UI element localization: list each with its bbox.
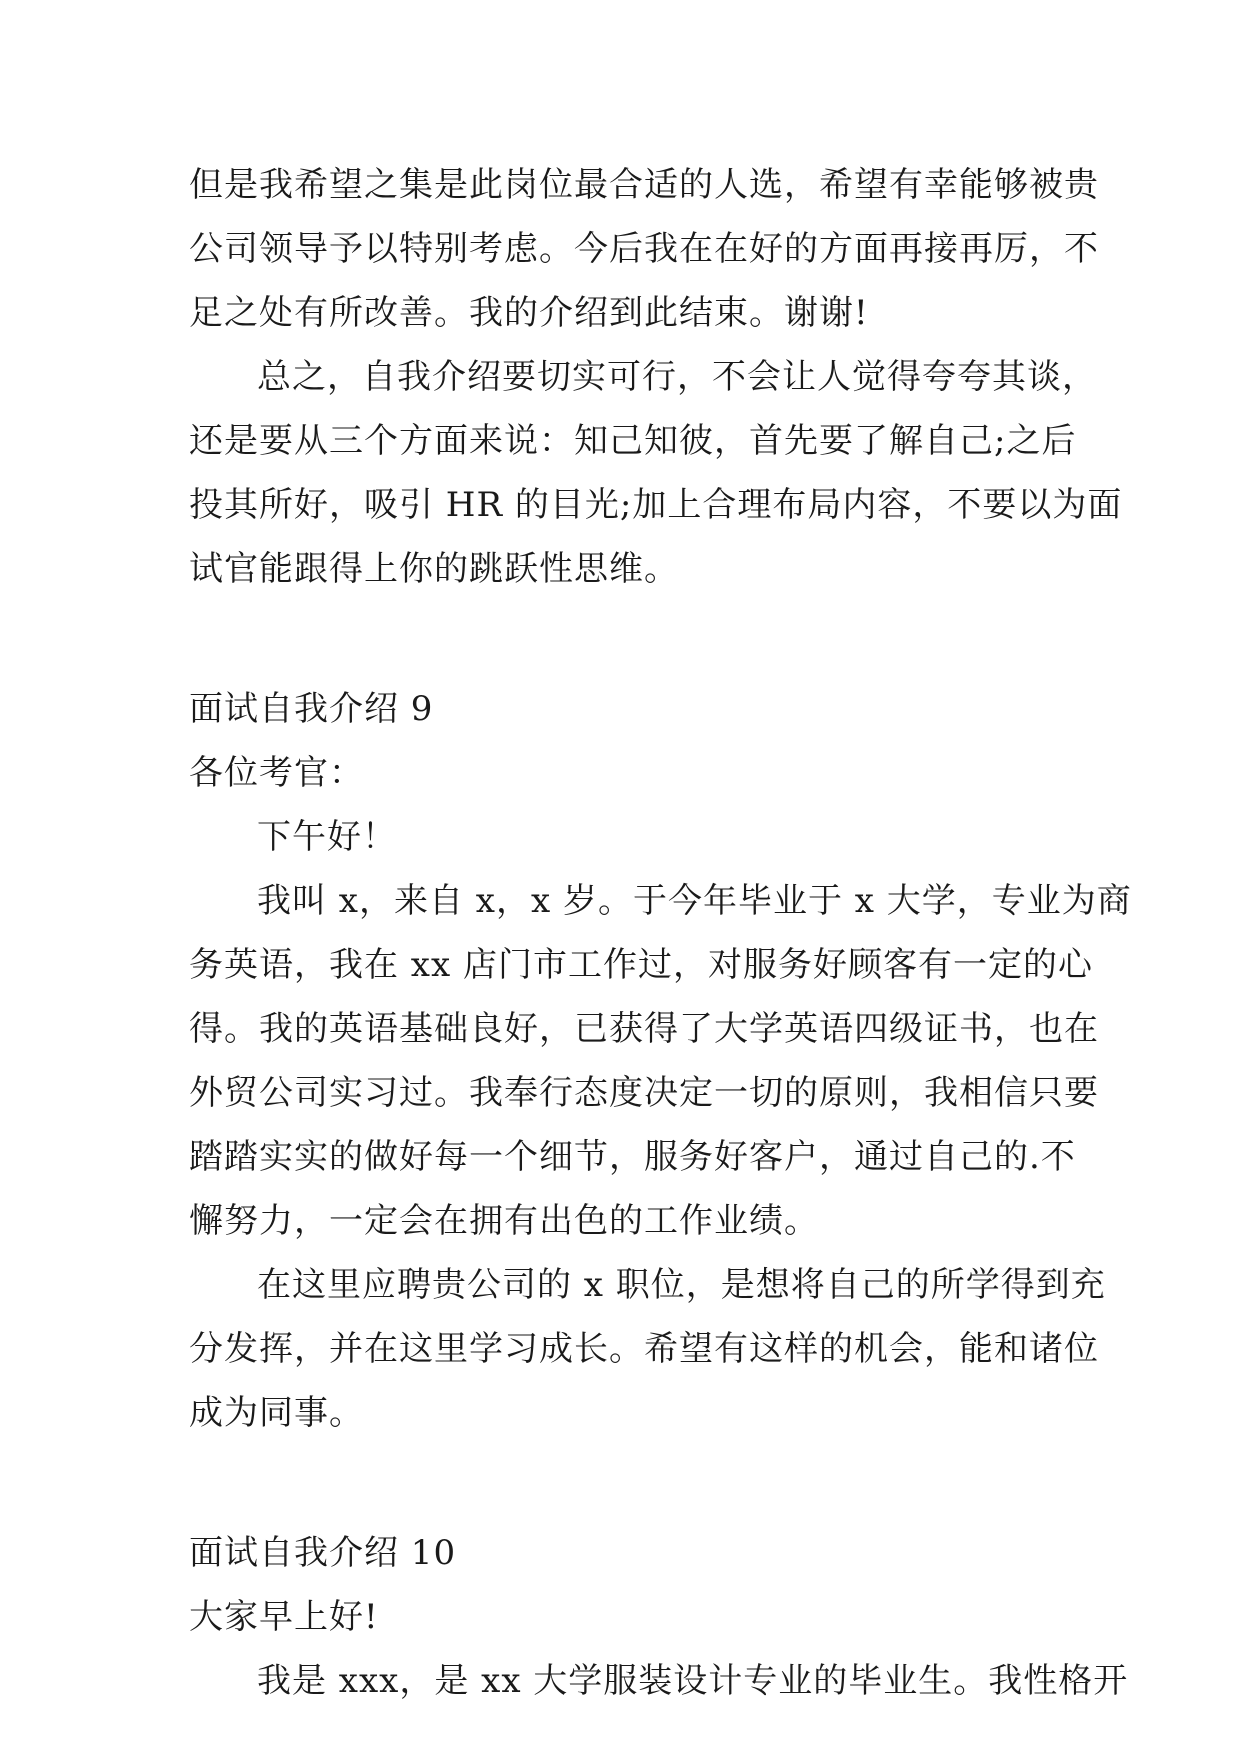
text-line: 公司领导予以特别考虑。今后我在在好的方面再接再厉，不 bbox=[189, 229, 1099, 269]
text-line: 足之处有所改善。我的介绍到此结束。谢谢! bbox=[189, 293, 869, 333]
summary-paragraph bbox=[189, 345, 1123, 601]
text-line: 懈努力，一定会在拥有出色的工作业绩。 bbox=[189, 1201, 819, 1241]
paragraph bbox=[189, 1649, 1129, 1713]
text-line: 总之，自我介绍要切实可行，不会让人觉得夸夸其谈， bbox=[257, 357, 1097, 397]
text-line: 外贸公司实习过。我奉行态度决定一切的原则，我相信只要 bbox=[189, 1073, 1099, 1113]
text-line: 分发挥，并在这里学习成长。希望有这样的机会，能和诸位 bbox=[189, 1329, 1099, 1369]
section-9 bbox=[189, 677, 1132, 1445]
text-line: 踏踏实实的做好每一个细节，服务好客户，通过自己的.不 bbox=[189, 1137, 1076, 1177]
document-body bbox=[189, 153, 1132, 1713]
salutation: 大家早上好! bbox=[189, 1597, 379, 1637]
paragraph bbox=[189, 1253, 1106, 1445]
section-spacer bbox=[189, 601, 1049, 677]
section-title: 面试自我介绍 10 bbox=[189, 1533, 457, 1573]
greeting: 下午好！ bbox=[257, 817, 397, 857]
paragraph bbox=[189, 869, 1132, 1253]
text-line: 务英语，我在 xx 店门市工作过，对服务好顾客有一定的心 bbox=[189, 945, 1093, 985]
text-line: 我是 xxx，是 xx 大学服装设计专业的毕业生。我性格开 bbox=[257, 1661, 1129, 1701]
text-line: 投其所好，吸引 HR 的目光;加上合理布局内容，不要以为面 bbox=[189, 485, 1123, 525]
text-line: 得。我的英语基础良好，已获得了大学英语四级证书，也在 bbox=[189, 1009, 1099, 1049]
previous-paragraph bbox=[189, 153, 1099, 345]
text-line: 我叫 x，来自 x，x 岁。于今年毕业于 x 大学，专业为商 bbox=[257, 881, 1132, 921]
salutation: 各位考官： bbox=[189, 753, 364, 793]
text-line: 试官能跟得上你的跳跃性思维。 bbox=[189, 549, 679, 589]
text-line: 还是要从三个方面来说：知己知彼，首先要了解自己;之后 bbox=[189, 421, 1077, 461]
section-spacer bbox=[189, 1445, 1049, 1521]
text-line: 在这里应聘贵公司的 x 职位，是想将自己的所学得到充 bbox=[257, 1265, 1106, 1305]
section-10 bbox=[189, 1521, 1129, 1713]
text-line: 成为同事。 bbox=[189, 1393, 364, 1433]
section-title: 面试自我介绍 9 bbox=[189, 689, 434, 729]
text-line: 但是我希望之集是此岗位最合适的人选，希望有幸能够被贵 bbox=[189, 165, 1099, 205]
